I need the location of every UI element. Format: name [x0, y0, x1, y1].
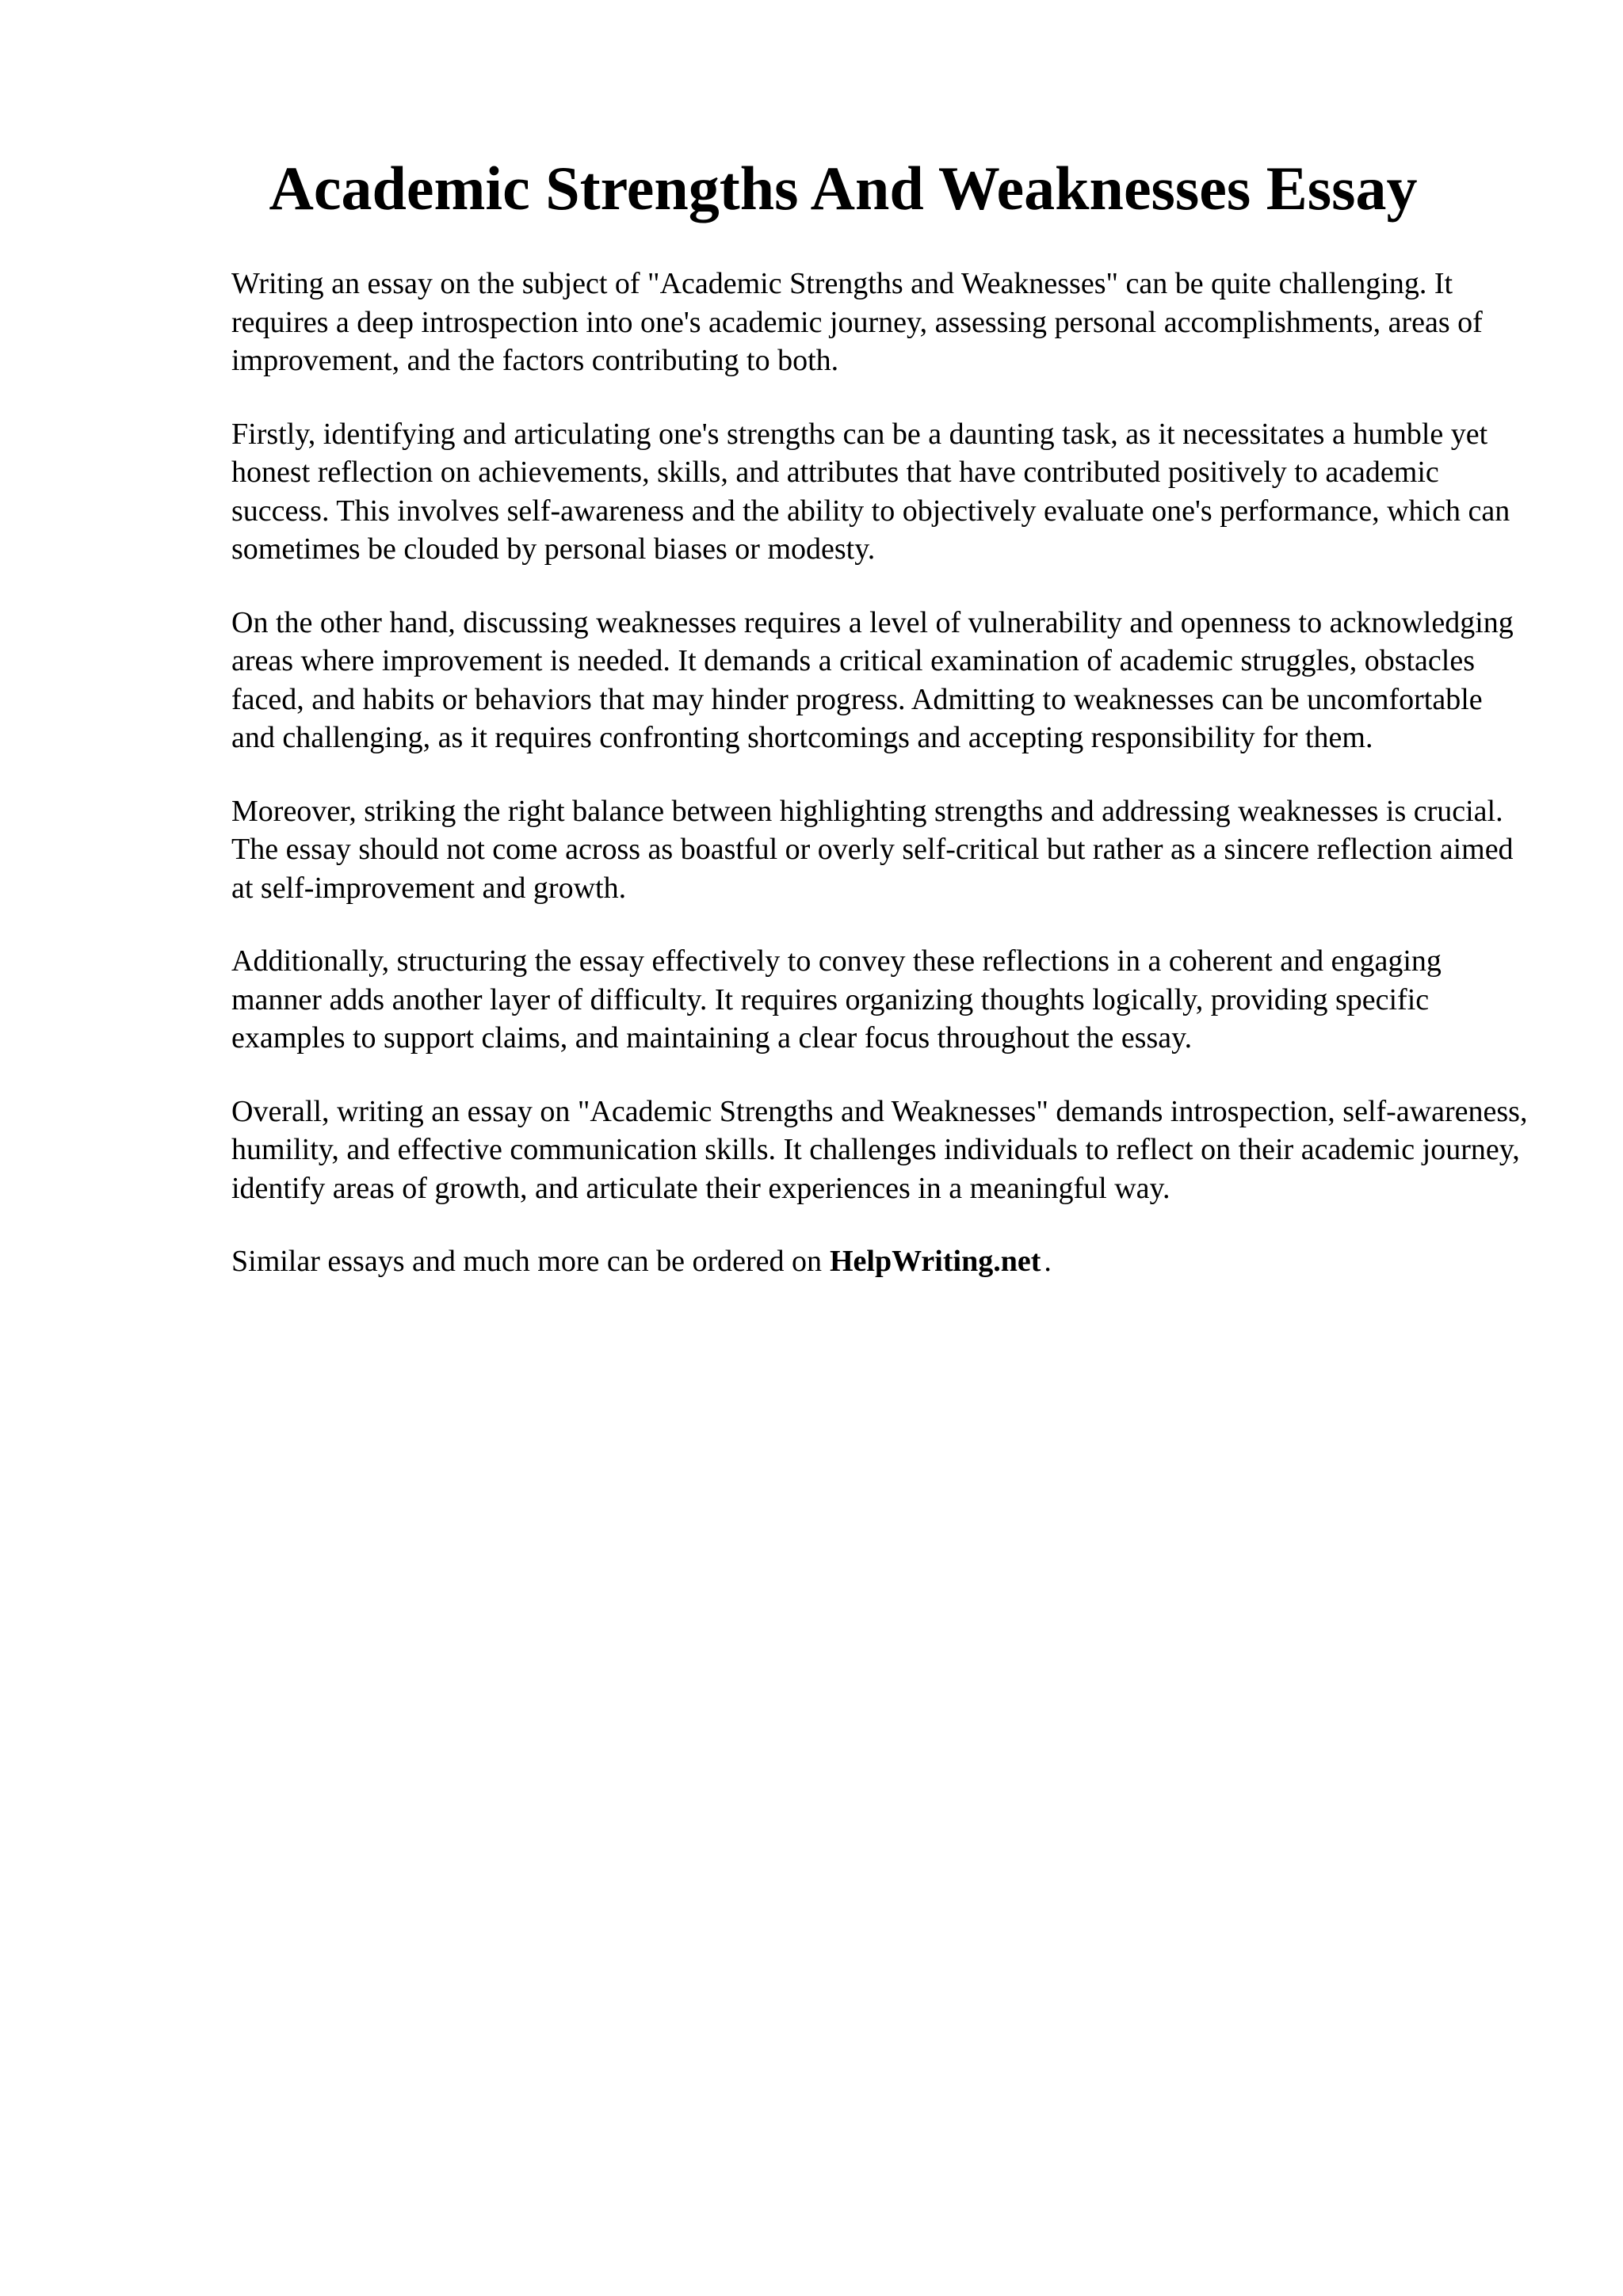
paragraph-intro: Writing an essay on the subject of "Academic Strengths and Weaknesses" can be quite challenging. It requires a deep introspection into one's academic journey, assessing personal accomplishments, areas of improvement, and the factors contributing to both. — [231, 267, 1483, 377]
helpwriting-link[interactable]: HelpWriting.net — [830, 1245, 1041, 1278]
paragraph-strengths: Firstly, identifying and articulating one's strengths can be a daunting task, as it necessitates a humble yet honest reflection on achievements, skills, and attributes that have contributed positively to academic success. This involves self-awareness and the ability to objectively evaluate one's performance, which can sometimes be clouded by personal biases or modesty. — [231, 417, 1510, 566]
footer-line — [231, 1242, 1531, 1281]
footer-suffix: . — [1044, 1245, 1052, 1278]
paragraph-conclusion: Overall, writing an essay on "Academic Strengths and Weaknesses" demands introspection, self-awareness, humility, and effective communication skills. It challenges individuals to reflect on their academic journey, identify areas of growth, and articulate their experiences in a meaningful way. — [231, 1094, 1528, 1205]
page-title: Academic Strengths And Weaknesses Essay — [269, 154, 1418, 223]
paragraph-weaknesses: On the other hand, discussing weaknesses requires a level of vulnerability and openness to acknowledging areas where improvement is needed. It demands a critical examination of academic struggles, obstacles faced, and habits or behaviors that may hinder progress. Admitting to weaknesses can be uncomfortable and challenging, as it requires confronting shortcomings and accepting responsibility for them. — [231, 605, 1514, 754]
paragraph-balance: Moreover, striking the right balance between highlighting strengths and addressing weaknesses is crucial. The essay should not come across as boastful or overly self-critical but rather as a sincere reflection aimed at self-improvement and growth. — [231, 794, 1514, 905]
essay-body — [231, 265, 1531, 1281]
paragraph-structure: Additionally, structuring the essay effectively to convey these reflections in a coherent and engaging manner adds another layer of difficulty. It requires organizing thoughts logically, providing specific examples to support claims, and maintaining a clear focus throughout the essay. — [231, 944, 1442, 1055]
footer-prefix: Similar essays and much more can be ordered on — [231, 1245, 822, 1278]
